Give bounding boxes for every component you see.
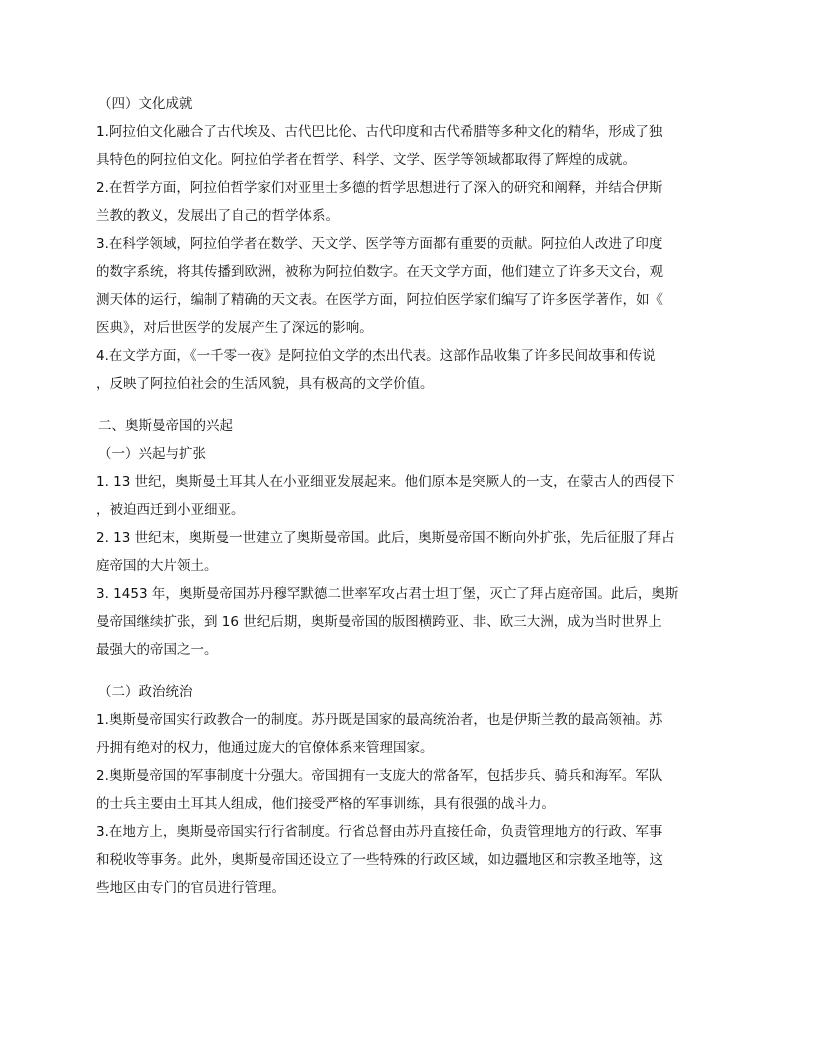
- paragraph: [96, 580, 718, 664]
- paragraph: [96, 230, 718, 342]
- text-line: 3. 1453 年，奥斯曼帝国苏丹穆罕默德二世率军攻占君士坦丁堡，灭亡了拜占庭帝国。此后，奥斯: [96, 586, 679, 602]
- text-line: 2.奥斯曼帝国的军事制度十分强大。帝国拥有一支庞大的常备军，包括步兵、骑兵和海军。军队: [96, 768, 663, 784]
- part-heading-ottoman: 二、奥斯曼帝国的兴起: [98, 418, 233, 434]
- paragraph: [96, 468, 718, 524]
- text-line: 庭帝国的大片领土。: [96, 558, 218, 574]
- text-line: 4.在文学方面，《一千零一夜》是阿拉伯文学的杰出代表。这部作品收集了许多民间故事和传说: [96, 348, 656, 364]
- text-line: 1.奥斯曼帝国实行政教合一的制度。苏丹既是国家的最高统治者，也是伊斯兰教的最高领袖。苏: [96, 712, 663, 728]
- text-line: 测天体的运行，编制了精确的天文表。在医学方面，阿拉伯医学家们编写了许多医学著作，如《: [96, 292, 663, 308]
- text-line: 3.在科学领域，阿拉伯学者在数学、天文学、医学等方面都有重要的贡献。阿拉伯人改进了印度: [96, 236, 663, 252]
- section-heading-culture: （四）文化成就: [98, 96, 193, 112]
- text-line: ，被迫西迁到小亚细亚。: [96, 502, 245, 518]
- spacer: [96, 664, 718, 678]
- text-line: 的士兵主要由土耳其人组成，他们接受严格的军事训练，具有很强的战斗力。: [96, 796, 555, 812]
- document-page: [96, 90, 718, 902]
- paragraph: [96, 706, 718, 762]
- paragraph: [96, 818, 718, 902]
- section-heading-rise: （一）兴起与扩张: [98, 446, 206, 462]
- text-line: 1.阿拉伯文化融合了古代埃及、古代巴比伦、古代印度和古代希腊等多种文化的精华，形成了独: [96, 124, 663, 140]
- paragraph: [96, 118, 718, 174]
- paragraph: [96, 174, 718, 230]
- section-heading-politics: （二）政治统治: [98, 684, 193, 700]
- paragraph: [96, 762, 718, 818]
- text-line: 些地区由专门的官员进行管理。: [96, 880, 285, 896]
- text-line: 3.在地方上，奥斯曼帝国实行行省制度。行省总督由苏丹直接任命，负责管理地方的行政、军事: [96, 824, 663, 840]
- text-line: 2. 13 世纪末，奥斯曼一世建立了奥斯曼帝国。此后，奥斯曼帝国不断向外扩张，先后征服了拜占: [96, 530, 675, 546]
- paragraph: [96, 524, 718, 580]
- spacer: [96, 398, 718, 412]
- text-line: 1. 13 世纪，奥斯曼土耳其人在小亚细亚发展起来。他们原本是突厥人的一支，在蒙古人的西侵下: [96, 474, 675, 490]
- text-line: 医典》，对后世医学的发展产生了深远的影响。: [96, 320, 373, 336]
- text-line: 具特色的阿拉伯文化。阿拉伯学者在哲学、科学、文学、医学等领域都取得了辉煌的成就。: [96, 152, 636, 168]
- text-line: 最强大的帝国之一。: [96, 642, 218, 658]
- text-line: 丹拥有绝对的权力，他通过庞大的官僚体系来管理国家。: [96, 740, 434, 756]
- text-line: 曼帝国继续扩张，到 16 世纪后期，奥斯曼帝国的版图横跨亚、非、欧三大洲，成为当时世界上: [96, 614, 662, 630]
- paragraph: [96, 342, 718, 398]
- text-line: ，反映了阿拉伯社会的生活风貌，具有极高的文学价值。: [96, 376, 434, 392]
- text-line: 和税收等事务。此外，奥斯曼帝国还设立了一些特殊的行政区域，如边疆地区和宗教圣地等，这: [96, 852, 663, 868]
- text-line: 的数字系统，将其传播到欧洲，被称为阿拉伯数字。在天文学方面，他们建立了许多天文台，观: [96, 264, 663, 280]
- text-line: 兰教的教义，发展出了自己的哲学体系。: [96, 208, 339, 224]
- text-line: 2.在哲学方面，阿拉伯哲学家们对亚里士多德的哲学思想进行了深入的研究和阐释，并结合伊斯: [96, 180, 663, 196]
